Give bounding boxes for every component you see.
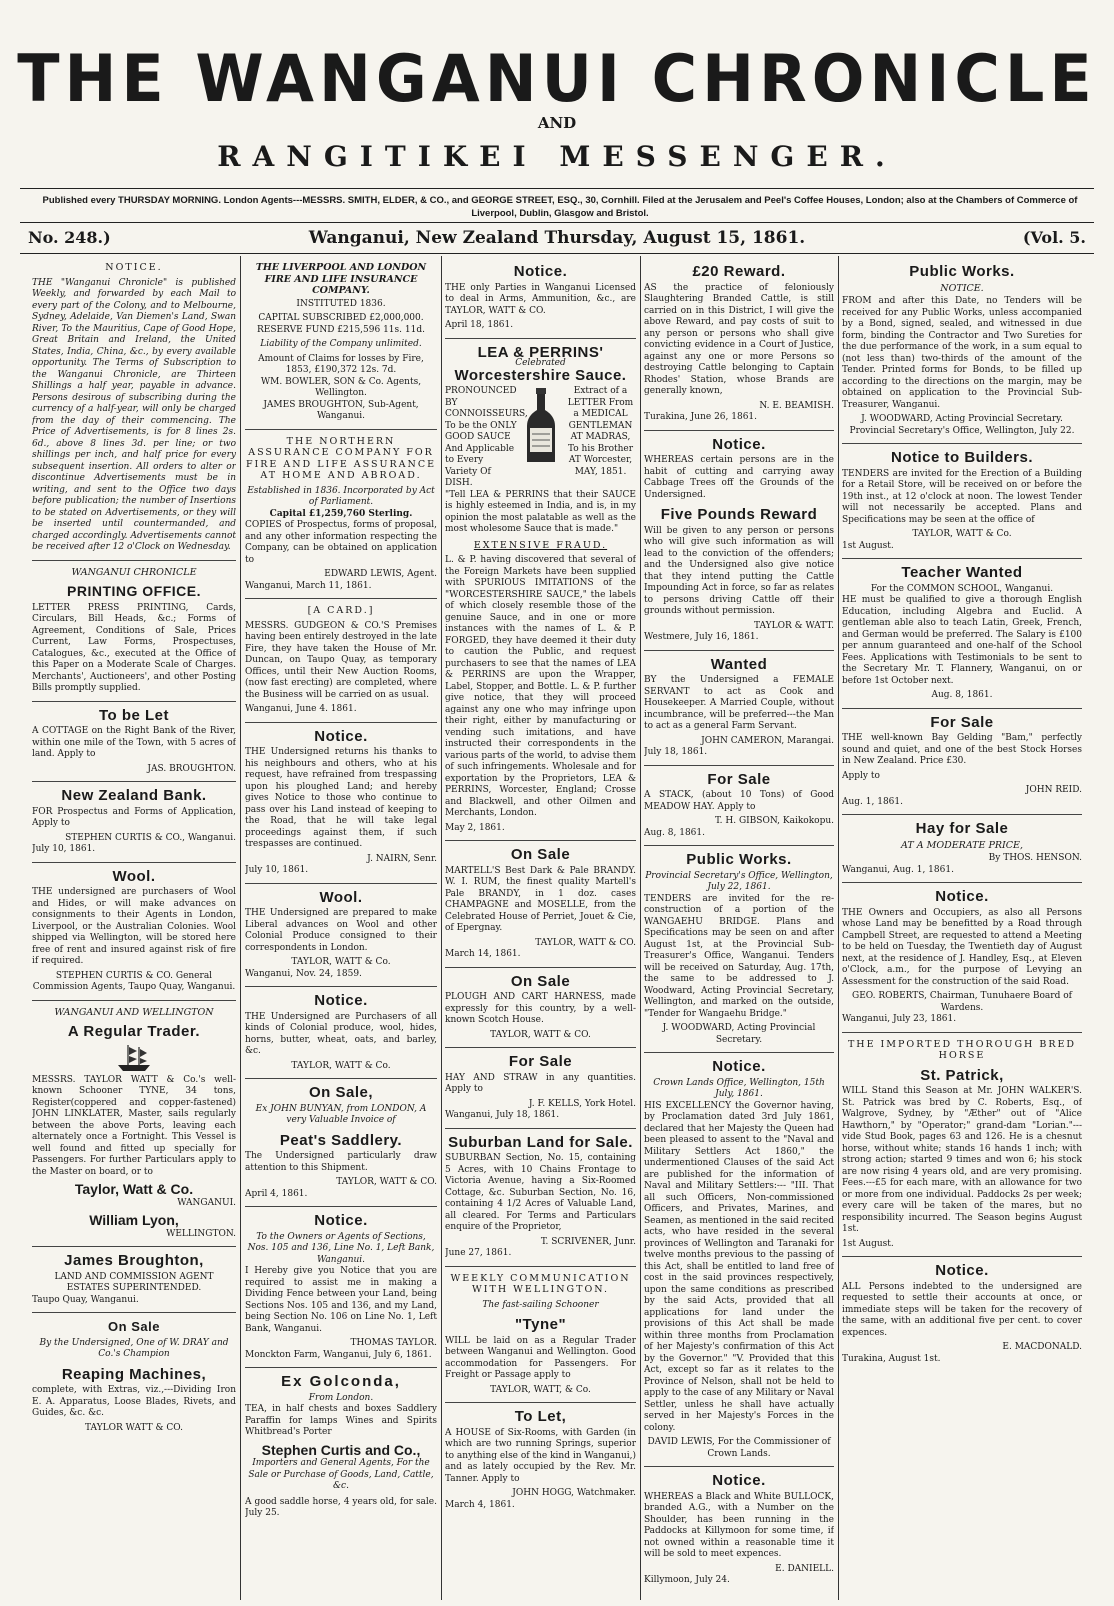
to-be-let-heading: To be Let [98, 706, 170, 724]
firm-taylor-watt-place: WANGANUI. [177, 1197, 236, 1208]
nz-bank-signature: STEPHEN CURTIS & CO., Wanganui. [65, 832, 236, 843]
separator [445, 1266, 636, 1267]
wool-advances-signature: TAYLOR, WATT & Co. [291, 957, 391, 967]
to-let-heading: To Let, [514, 1408, 567, 1425]
builders-notice-body: TENDERS are invited for the Erection of a Building for a Retail Store, will be received on or before the 19th inst., at 12 o'clock at noon. The lowest Tender will not necessarily be accepted. Plans and Specifications may be seen at the office of [842, 468, 1082, 525]
issue-volume: (Vol. 5. [1022, 228, 1086, 247]
to-let-signature: JOHN HOGG, Watchmaker. [512, 1488, 636, 1498]
separator [842, 814, 1082, 815]
public-works-office: Provincial Secretary's Office, Wellington, July 22. [849, 425, 1075, 436]
wool-signature: STEPHEN CURTIS & CO. General Commission Agents, Taupo Quay, Wanganui. [32, 970, 236, 992]
column-4 [644, 258, 834, 1598]
northern-capital: Capital £1,259,760 Sterling. [269, 508, 413, 519]
arms-notice-body: THE only Parties in Wanganui Licensed to deal in Arms, Ammunition, &c., are TAYLOR, WATT & CO. [445, 282, 636, 316]
separator [842, 708, 1082, 709]
column-3 [445, 258, 636, 1598]
firm-william-lyon-place: WELLINGTON. [166, 1228, 236, 1239]
issue-number: No. 248.) [28, 228, 111, 247]
harness-on-sale-body: PLOUGH AND CART HARNESS, made expressly for this country, by a well-known Scotch House. [445, 992, 636, 1025]
brandy-on-sale-heading: On Sale [510, 846, 571, 863]
brandy-on-sale-body: MARTELL'S Best Dark & Pale BRANDY. W. I. RUM, the finest quality Martell's Pale BRANDY, in 1 doz. cases CHAMPAGNE and MOSELLE, from the Celebrated House of Perriet, Jouet & Cie, of Epergnay. [445, 865, 636, 933]
bullock-notice-signature: E. DANIELL. [775, 1563, 834, 1574]
hay-straw-date: Wanganui, July 18, 1861. [445, 1110, 560, 1120]
dateline-rule [20, 253, 1094, 254]
separator [32, 781, 236, 782]
separator [445, 840, 636, 841]
liverpool-heading: THE LIVERPOOL AND LONDON FIRE AND LIFE INSURANCE COMPANY. [255, 262, 427, 296]
lea-perrins-sauce: Worcestershire Sauce. [454, 366, 627, 384]
liverpool-subagent: JAMES BROUGHTON, Sub-Agent, Wanganui. [263, 399, 419, 421]
teacher-wanted-subheading: For the COMMON SCHOOL, Wanganui. [870, 583, 1054, 594]
teacher-wanted-date: Aug. 8, 1861. [931, 690, 993, 700]
notice-fence-signature: THOMAS TAYLOR. [350, 1338, 437, 1348]
gelding-for-sale-date: Aug. 1, 1861. [842, 796, 903, 807]
accounts-notice-body: ALL Persons indebted to the undersigned are requested to settle their accounts at once, or immediate steps will be taken for the recovery of the same, with an additional five per cent. to cover expences. [842, 1281, 1082, 1338]
suburban-land-date: June 27, 1861. [445, 1248, 512, 1258]
tyne-signature: TAYLOR, WATT, & Co. [490, 1384, 591, 1395]
gelding-for-sale-body: THE well-known Bay Gelding "Bam," perfectly sound and quiet, and one of the best Stock Horses in New Zealand. Price £30. [842, 733, 1082, 766]
card-date: Wanganui, June 4. 1861. [245, 704, 357, 714]
road-notice-date: Wanganui, July 23, 1861. [842, 1014, 957, 1024]
broughton-heading: James Broughton, [64, 1252, 204, 1269]
firm-taylor-watt: Taylor, Watt & Co. [74, 1181, 194, 1197]
harness-on-sale-signature: TAYLOR, WATT & CO. [490, 1029, 591, 1040]
liverpool-liability: Liability of the Company unlimited. [260, 339, 422, 349]
northern-signature: EDWARD LEWIS, Agent. [324, 569, 437, 579]
separator [32, 1246, 236, 1247]
tyne-heading: "Tyne" [514, 1316, 567, 1333]
notice-heading: NOTICE. [105, 262, 163, 273]
dateline [0, 228, 1114, 252]
separator [842, 558, 1082, 559]
gelding-for-sale-heading: For Sale [930, 713, 994, 731]
to-be-let-signature: JAS. BROUGHTON. [147, 763, 236, 774]
column-5 [842, 258, 1082, 1598]
wanted-body: BY the Undersigned a FEMALE SERVANT to act as Cook and Housekeeper. A Married Couple, without incumbrance, will be preferred---the Man to act as a general Farm Servant. [644, 675, 834, 731]
road-notice-body: THE Owners and Occupiers, as also all Persons whose Land may be benefitted by a Road through Campbell Street, are requested to attend a Meeting to be held on Tuesday, the Twentieth day of August next, at the residence of J. Handley, Esq., at Eleven o'Clock, a.m., for the purpose of Levying an Assessment for the construction of the said Road. [842, 907, 1082, 987]
lea-perrins-quote: "Tell LEA & PERRINS that their SAUCE is highly esteemed in India, and is, in my opinion the most palatable as well as the most wholesome Sauce that is made." [445, 489, 636, 534]
separator [445, 1402, 636, 1403]
nz-bank-heading: New Zealand Bank. [61, 787, 207, 804]
separator [245, 1367, 437, 1368]
to-be-let-body: A COTTAGE on the Right Bank of the River, within one mile of the Town, with 5 acres of land. Apply to [32, 726, 236, 759]
saddlery-date: April 4, 1861. [245, 1188, 308, 1199]
separator [245, 429, 437, 430]
st-patrick-body: WILL Stand this Season at Mr. JOHN WALKER'S. St. Patrick was bred by C. Roberts, Esq., of Walgrove, Sydney, by "Æther" out of "Alice Hawthorn," by "Operator;" grand-dam "Lorian."---vide Stud Book, pages 63 and 126. He is a chesnut horse, without white; stands 16 hands 1 inch; with strong action; started 9 times and won 6; his stock are now rising 4 years old, and are very promising. Fees.---£5 for each mare, with an allowance for two or more from one individual. Paddocks 2s per week; every care will be taken of the mares, but no responsibility incurred. The Season begins August 1st. [842, 1086, 1082, 1234]
sauce-bottle-icon [521, 386, 561, 466]
notice-body: THE "Wanganui Chronicle" is published Weekly, and forwarded by each Mail to every part of the Colony, and to Melbourne, Sydney, Adelaide, Van Diemen's Land, Swan River, To the Mauritius, Cape of Good Hope, Great Britain and Ireland, the United States, India, China, &c., by every available opportunity. The Terms of Subscription to the Wanganui Chronicle, are Thirteen Shillings a half year, payable in advance. Persons desirous of subscribing during the currency of a half-year, will only be charged from the day of their commencing. The Price of Advertisements, is for 8 lines 2s. 6d., above 8 lines 3d. per line; or two shillings per inch, and half price for every subsequent insertion. All orders to alter or discontinue Advertisements must be in writing, and sent to the Office two days before publication; the number of Insertions to be stated on Advertisements, or they will be inserted until countermanded, and charged accordingly. Advertisements cannot be received after 12 o'Clock on Wednesday. [32, 277, 236, 552]
road-notice-heading: Notice. [935, 888, 989, 905]
builders-notice-date: 1st August. [842, 540, 894, 551]
on-sale-heading: On Sale [108, 1319, 160, 1334]
printing-office-heading: PRINTING OFFICE. [67, 583, 201, 599]
column-divider [441, 256, 442, 1600]
hay-straw-body: HAY AND STRAW in any quantities. Apply to [445, 1072, 636, 1094]
bridge-works-signature: J. WOODWARD, Acting Provincial Secretary. [662, 1023, 816, 1045]
nz-bank-body: FOR Prospectus and Forms of Application, Apply to [32, 806, 236, 828]
publication-line: Published every THURSDAY MORNING. London Agents---MESSRS. SMITH, ELDER, & CO., and GEORGE STREET, ESQ., 30, Cornhill. Filed at the Jerusalem and Peel's Coffee Houses, London; also at the Chambers of Commerce of Liverpool, Dublin, Glasgow and Bristol. [42, 195, 1078, 219]
accounts-notice-heading: Notice. [935, 1262, 989, 1279]
printing-office-kicker: WANGANUI CHRONICLE [71, 566, 197, 578]
road-notice-signature: GEO. ROBERTS, Chairman, Tunuhaere Board of Wardens. [852, 991, 1072, 1013]
lea-perrins-panel [445, 386, 636, 490]
golconda-body: TEA, in half chests and boxes Saddlery Paraffin for lamps Wines and Spirits Whitbread's Porter [245, 1404, 437, 1437]
hay-for-sale-heading: Hay for Sale [915, 820, 1009, 837]
gelding-for-sale-apply: Apply to [842, 770, 880, 781]
reward-20-date: Turakina, June 26, 1861. [644, 412, 758, 422]
notice-produce-body: THE Undersigned are Purchasers of all kinds of Colonial produce, wool, hides, horns, butter, wheat, oats, and barley, &c. [245, 1011, 437, 1056]
saddlery-heading: Peat's Saddlery. [279, 1131, 403, 1149]
column-2 [245, 258, 437, 1598]
bullock-notice-date: Killymoon, July 24. [644, 1575, 730, 1585]
brandy-on-sale-signature: TAYLOR, WATT & CO. [535, 937, 636, 948]
reaping-machines-signature: TAYLOR WATT & CO. [85, 1422, 183, 1433]
northern-body: COPIES of Prospectus, forms of proposal, and any other information respecting the Company, can be obtained on application to [245, 520, 437, 565]
weekly-communication-sub: The fast-sailing Schooner [482, 1299, 599, 1310]
separator [644, 1052, 834, 1053]
arms-notice-heading: Notice. [513, 263, 568, 280]
cabbage-notice-heading: Notice. [712, 435, 766, 453]
separator [245, 1206, 437, 1207]
arms-notice-date: April 18, 1861. [445, 320, 514, 330]
separator [644, 650, 834, 651]
suburban-land-body: SUBURBAN Section, No. 15, containing 5 Acres, with 10 Chains Frontage to Victoria Avenue, having a Six-Roomed Cottage, &c. Suburban Section, No. 16, containing 4 1/2 Acres of Valuable Land, all cleared. For Terms and Particulars enquire of the Proprietor, [445, 1153, 636, 1232]
public-works-heading: Public Works. [909, 263, 1015, 280]
teacher-wanted-heading: Teacher Wanted [901, 564, 1023, 581]
weekly-communication-heading: WEEKLY COMMUNICATION WITH WELLINGTON. [450, 1272, 631, 1295]
issue-date: Wanganui, New Zealand Thursday, August 15, 1861. [308, 228, 806, 248]
accounts-notice-signature: E. MACDONALD. [1002, 1342, 1082, 1352]
builders-notice-signature: TAYLOR, WATT & Co. [912, 529, 1012, 539]
fraud-body: L. & P. having discovered that several of the Foreign Markets have been supplied with SPURIOUS IMITATIONS of the "WORCESTERSHIRE SAUCE," the labels of which closely resemble those of the genuine Sauce, and in one or more instances with the names of L. & P. FORGED, they have deemed it their duty to caution the Public, and request purchasers to see that the names of LEA & PERRINS are upon the Wrapper, Label, Stopper, and Bottle. L. & P. further give notice, that they will proceed against any one who may infringe upon their right, either by manufacturing or vending such imitations, and have instructed their correspondents in the various parts of the world, to advise them of such infringements. Wholesale and for exportation by the Proprietors, LEA & PERRINS, Worcester, England; Crosse and Blackwell, and other Oilmen and Merchants, London. [445, 555, 636, 818]
separator [32, 701, 236, 702]
wanted-date: July 18, 1861. [644, 747, 708, 757]
separator [32, 862, 236, 863]
brandy-on-sale-date: March 14, 1861. [445, 949, 521, 959]
saddle-horse-body: A good saddle horse, 4 years old, for sale. July 25. [245, 1496, 437, 1518]
reward-20-body: AS the practice of feloniously Slaughtering Branded Cattle, is still carried on in this District, I will give the above Reward, and pay costs of suit to any person or persons who shall give convicting evidence in a Court of Justice, against any one or more Persons so destroying Cattle belonging to Captain Rhodes' Station, whose Brands are generally known, [644, 282, 834, 396]
separator [644, 1466, 834, 1467]
notice-nairn-body: THE Undersigned returns his thanks to his neighbours and others, who at his request, have refrained from trespassing upon his ploughed Land; and hereby gives Notice to those who continue to pass over his Land instead of keeping to the Road, that he will take legal proceedings against them, if such trespasses are continued. [245, 747, 437, 849]
crown-lands-notice-heading: Notice. [712, 1058, 766, 1075]
column-divider [240, 256, 241, 1600]
stephen-curtis-firm: Stephen Curtis and Co., [261, 1441, 421, 1458]
golconda-subheading: From London. [308, 1392, 374, 1403]
five-pounds-reward-heading: Five Pounds Reward [660, 506, 818, 523]
fraud-heading: EXTENSIVE FRAUD. [473, 539, 608, 551]
notice-nairn-date: July 10, 1861. [245, 865, 309, 875]
wool-body: THE undersigned are purchasers of Wool and Hides, or will make advances on consignments to their Agents in London, Liverpool, or the Australian Colonies. Wool shipped via Wellington, will be stored here free of rent and insured against risk of fire if required. [32, 887, 236, 966]
to-let-date: March 4, 1861. [445, 1499, 515, 1510]
crown-lands-office: Crown Lands Office, Wellington, 15th July, 1861. [653, 1077, 825, 1099]
separator [644, 765, 834, 766]
northern-established: Established in 1836. Incorporated by Act of Parliament. [247, 485, 435, 507]
notice-nairn-heading: Notice. [314, 727, 368, 745]
trader-heading: A Regular Trader. [67, 1023, 201, 1040]
meadow-hay-body: A STACK, (about 10 Tons) of Good MEADOW HAY. Apply to [644, 790, 834, 812]
column-divider [838, 256, 839, 1600]
card-body: MESSRS. GUDGEON & CO.'S Premises having been entirely destroyed in the late Fire, they have taken the House of Mr. Duncan, on Taupo Quay, as temporary Offices, until their New Auction Rooms, (now fast erecting) are completed, where the Business will be carried on as usual. [245, 620, 437, 700]
separator [32, 1000, 236, 1001]
st-patrick-date: 1st August. [842, 1238, 894, 1249]
fraud-date: May 2, 1861. [445, 822, 505, 833]
wanted-signature: JOHN CAMERON, Marangai. [701, 735, 834, 746]
separator [842, 1256, 1082, 1257]
separator [445, 1047, 636, 1048]
bullock-notice-body: WHEREAS a Black and White BULLOCK, branded A.G., with a Number on the Shoulder, has been running in the Paddocks at Killymoon for some time, if not owned within a reasonable time it will be sold to meet expences. [644, 1491, 834, 1559]
liverpool-instituted: INSTITUTED 1836. [296, 298, 386, 309]
wool-advances-heading: Wool. [319, 888, 363, 906]
hay-for-sale-subheading: AT A MODERATE PRICE, [901, 839, 1023, 851]
public-works-body: FROM and after this Date, no Tenders will be received for any Public Works, unless accompanied by a Bond, signed, sealed, and witnessed in due form, binding the Contractor and Two Sureties for the due performance of the work, in a sum equal to (not less than) two-thirds of the amount of the Tender. Printed forms for Bonds, to be filled up according to the directions on the margin, may be obtained on application to the Provincial Sub-Treasurer, Wanganui. [842, 296, 1082, 410]
cabbage-notice-body: WHEREAS certain persons are in the habit of cutting and carrying away Cabbage Trees off the Grounds of the Undersigned. [644, 455, 834, 500]
wanted-heading: Wanted [710, 655, 768, 673]
notice-produce-heading: Notice. [314, 992, 368, 1009]
separator [445, 1128, 636, 1129]
golconda-heading: Ex Golconda, [281, 1373, 401, 1390]
column-divider [640, 256, 641, 1600]
stephen-curtis-subheading: Importers and General Agents, For the Sale or Purchase of Goods, Land, Cattle, &c. [248, 1458, 434, 1491]
separator [245, 722, 437, 723]
masthead-rule-bottom [20, 222, 1094, 223]
wool-advances-date: Wanganui, Nov. 24, 1859. [245, 968, 362, 979]
nz-bank-date: July 10, 1861. [32, 844, 96, 854]
trader-body: MESSRS. TAYLOR WATT & Co.'s well-known Schooner TYNE, 34 tons, Register(coppered and copper-fastened) JOHN LINKLATER, Master, sails regularly between the above Ports, leaving each alternately once a Fortnight. This Vessel is well found and fitted up specially for Passengers. For further Particulars apply to the Master on board, or to [32, 1074, 236, 1177]
northern-heading: THE NORTHERN ASSURANCE COMPANY FOR FIRE AND LIFE ASSURANCE AT HOME AND ABROAD. [245, 435, 437, 481]
saddlery-on-sale: On Sale, [308, 1084, 374, 1101]
separator [32, 1312, 236, 1313]
reaping-machines-heading: Reaping Machines, [61, 1365, 207, 1383]
saddlery-signature: TAYLOR, WATT & CO. [336, 1177, 437, 1187]
bridge-works-heading: Public Works. [686, 851, 792, 868]
lea-perrins-celebrated: Celebrated [515, 358, 566, 368]
reward-20-heading: £20 Reward. [692, 263, 786, 280]
harness-on-sale-heading: On Sale [510, 972, 571, 990]
notice-fence-heading: Notice. [314, 1212, 368, 1229]
liverpool-agents: WM. BOWLER, SON & Co. Agents, Wellington. [260, 376, 422, 398]
st-patrick-heading: St. Patrick, [920, 1066, 1004, 1084]
hay-for-sale-signature: By THOS. HENSON. [988, 853, 1082, 863]
public-works-signature: J. WOODWARD, Acting Provincial Secretary. [861, 414, 1063, 424]
lea-perrins-right-text: Extract of a LETTER From a MEDICAL GENTLEMAN AT MADRAS, To his Brother AT Worcester, MAY, 1851. [567, 386, 634, 477]
column-1 [32, 258, 236, 1598]
gelding-for-sale-signature: JOHN REID. [1025, 785, 1082, 795]
tyne-body: WILL be laid on as a Regular Trader between Wanganui and Wellington. Good accommodation for Passengers. For Freight or Passage apply to [445, 1335, 636, 1380]
to-let-body: A HOUSE of Six-Rooms, with Garden (in which are two running Springs, superior to anything else of the kind in Wanganui,) and as lately occupied by the Rev. Mr. Tanner. Apply to [445, 1427, 636, 1484]
notice-produce-signature: TAYLOR, WATT & Co. [291, 1060, 391, 1071]
separator [644, 430, 834, 431]
printing-office-body: LETTER PRESS PRINTING, Cards, Circulars, Bill Heads, &c.; Forms of Agreement, Conditions of Sale, Prices Current, Law Forms, Prospectuses, Catalogues, &c., executed at the Office of this Paper on a Moderate Scale of Charges. Merchants', Auctioneers', and other Posting Bills promptly supplied. [32, 602, 236, 693]
separator [445, 338, 636, 339]
crown-lands-body: HIS EXCELLENCY the Governor having, by Proclamation dated 3rd July 1861, declared that her Majesty the Queen had been pleased to assent to the "Naval and Military Settlers Act 1860," the undermentioned Clauses of the said Act are published for the information of Naval and Military Settlers:--- "III. That all such Officers, Non-commissioned Officers, and Privates, Marines, and Seamen, as mentioned in the said recited acts, who have resided in the several provinces of Wellington and Taranaki for twelve months previous to the passing of this Act, shall be entitled to land free of cost in the said provinces respectively, upon the same conditions as prescribed by the said Acts, provided that all applications for land under the provisions of this Act shall be made within three months from Proclamation of her Majesty's confirmation of this Act by the Governor." "V. Provided that this Act, except so far as it relates to the Province of Nelson, shall not be held to apply to the case of any Military or Naval Settler, unless he shall have actually served in her Majesty's Forces in the colony. [644, 1100, 834, 1433]
builders-notice-heading: Notice to Builders. [890, 449, 1034, 466]
bridge-works-body: TENDERS are invited for the re-construction of a portion of the WANGAEHU BRIDGE. Plans and Specifications may be seen on and after August 1st, at the Provincial Sub-Treasurer's Office, Wanganui. Tenders will be received on Saturday, Aug. 17th, the same to be addressed to J. Woodward, Acting Provincial Secretary, Wellington, and marked on the outside, "Tender for Wangaehu Bridge." [644, 893, 834, 1019]
hay-straw-signature: J. F. KELLS, York Hotel. [528, 1098, 636, 1109]
card-heading: [A CARD.] [307, 605, 375, 616]
separator [245, 883, 437, 884]
notice-fence-date: Monckton Farm, Wanganui, July 6, 1861. [245, 1349, 432, 1360]
suburban-land-signature: T. SCRIVENER, Junr. [540, 1236, 636, 1247]
firm-william-lyon: William Lyon, [89, 1212, 179, 1228]
separator [245, 986, 437, 987]
meadow-hay-heading: For Sale [707, 770, 771, 788]
lea-perrins-left-text: PRONOUNCED BY CONNOISSEURS, To be the ONLY GOOD SAUCE And Applicable to Every Variety Of DISH. [445, 386, 528, 488]
teacher-wanted-body: HE must be qualified to give a thorough English Education, including Algebra and Euclid. A gentleman able also to teach Latin, Greek, French, and German would be preferred. The Salary is £100 per annum guaranteed and one-half of the School Fees. Applications with Testimonials to be sent to the Secretary Mr. T. Flannery, Wanganui, on or before 1st October next. [842, 595, 1082, 686]
separator [245, 598, 437, 599]
meadow-hay-date: Aug. 8, 1861. [644, 827, 705, 838]
hay-for-sale-date: Wanganui, Aug. 1, 1861. [842, 864, 954, 875]
northern-date: Wanganui, March 11, 1861. [245, 580, 372, 591]
bullock-notice-heading: Notice. [712, 1472, 766, 1489]
broughton-place: Taupo Quay, Wanganui. [32, 1294, 139, 1305]
liverpool-capital: CAPITAL SUBSCRIBED £2,000,000. RESERVE FUND £215,596 11s. 11d. [257, 313, 425, 335]
reward-20-signature: N. E. BEAMISH. [759, 400, 834, 411]
accounts-notice-date: Turakina, August 1st. [842, 1353, 941, 1364]
five-pounds-reward-date: Westmere, July 16, 1861. [644, 632, 759, 642]
masthead-subtitle: RANGITIKEI MESSENGER. [217, 140, 897, 173]
masthead-rule-top [20, 188, 1094, 189]
lea-perrins-heading: LEA & PERRINS' [477, 343, 604, 361]
separator [644, 845, 834, 846]
notice-fence-body: I Hereby give you Notice that you are required to assist me in making a Dividing Fence between your Land, being Sections Nos. 105 and 136, and my Land, being Section No. 106 on Line No. 1, Left Bank, Wanganui. [245, 1266, 437, 1334]
suburban-land-heading: Suburban Land for Sale. [448, 1133, 633, 1151]
bridge-works-office: Provincial Secretary's Office, Wellington, July 22, 1861. [645, 870, 833, 892]
crown-lands-signature: DAVID LEWIS, For the Commissioner of Crown Lands. [647, 1437, 831, 1459]
separator [842, 443, 1082, 444]
separator [842, 1032, 1082, 1033]
reaping-machines-body: complete, with Extras, viz.,---Dividing Iron E. A. Apparatus, Loose Blades, Rivets, and Guides, &c. &c. [32, 1385, 236, 1418]
saddlery-body: The Undersigned particularly draw attention to this Shipment. [245, 1151, 437, 1173]
hay-straw-heading: For Sale [508, 1053, 573, 1070]
broughton-body: LAND AND COMMISSION AGENT ESTATES SUPERINTENDED. [54, 1271, 214, 1293]
st-patrick-kicker: THE IMPORTED THOROUGH BRED HORSE [847, 1038, 1077, 1061]
masthead-title: THE WANGANUI CHRONICLE [17, 40, 1097, 117]
wool-advances-body: THE Undersigned are prepared to make Liberal advances on Wool and other Colonial Produce consigned to their correspondents in London. [245, 908, 437, 953]
separator [32, 560, 236, 561]
separator [245, 1078, 437, 1079]
notice-fence-subheading: To the Owners or Agents of Sections, Nos. 105 and 136, Line No. 1, Left Bank, Wanganui. [247, 1231, 435, 1265]
separator [842, 882, 1082, 883]
notice-nairn-signature: J. NAIRN, Senr. [367, 853, 437, 864]
trader-kicker: WANGANUI AND WELLINGTON [54, 1006, 214, 1018]
masthead-and: AND [537, 114, 577, 132]
five-pounds-reward-signature: TAYLOR & WATT. [754, 620, 834, 631]
liverpool-claims: Amount of Claims for losses by Fire, 1853, £190,372 12s. 7d. [258, 353, 424, 375]
separator [445, 967, 636, 968]
public-works-subheading: NOTICE. [940, 282, 984, 294]
wool-heading: Wool. [112, 867, 156, 885]
on-sale-body: By the Undersigned, One of W. DRAY and Co.'s Champion [39, 1337, 229, 1359]
meadow-hay-signature: T. H. GIBSON, Kaikokopu. [714, 816, 834, 826]
five-pounds-reward-body: Will be given to any person or persons who will give such information as will lead to the conviction of the offenders; and the Undersigned also give notice that they intend putting the Cattle Impounding Act in force, so far as relates to persons driving Cattle off their grounds without permission. [644, 525, 834, 616]
saddlery-subheading: Ex JOHN BUNYAN, from LONDON, A very Valuable Invoice of [255, 1103, 427, 1125]
ship-icon [114, 1043, 154, 1073]
